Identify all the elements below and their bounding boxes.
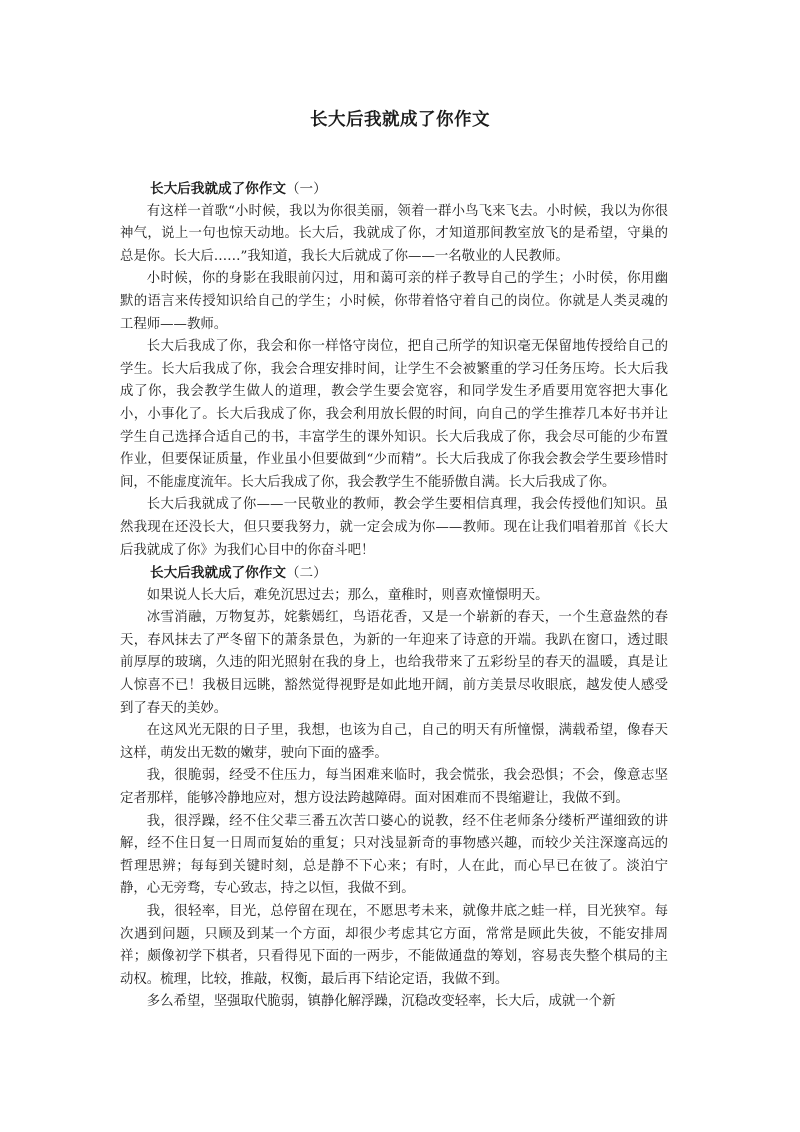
document-title: 长大后我就成了你作文 <box>310 110 490 130</box>
paragraph: 我，很轻率，目光，总停留在现在，不愿思考未来，就像井底之蛙一样，目光狭窄。每次遇到问题，只顾及到某一个方面，却很少考虑其它方面，常常是顾此失彼，不能安排周祥；颇像初学下棋者，只看得见下面的一两步，不能做通盘的筹划，容易丧失整个棋局的主动权。梳理，比较，推敲，权衡，最后再下结论定语，我做不到。 <box>120 904 668 987</box>
paragraph: 我，很脆弱，经受不住压力，每当困难来临时，我会慌张，我会恐惧；不会，像意志坚定者那样，能够冷静地应对，想方设法跨越障碍。面对困难而不畏缩避让，我做不到。 <box>120 768 668 807</box>
paragraph: 有这样一首歌“小时候，我以为你很美丽，领着一群小鸟飞来飞去。小时候，我以为你很神气，说上一句也惊天动地。长大后，我就成了你，才知道那间教室放飞的是希望，守巢的总是你。长大后……”我知道，我长大后就成了你——一名敬业的人民教师。 <box>120 203 668 264</box>
section-heading <box>120 178 668 201</box>
paragraph: 多么希望，坚强取代脆弱，镇静化解浮躁，沉稳改变轻率，长大后，成就一个新 <box>146 994 616 1010</box>
document-body <box>120 178 668 1014</box>
section-sequence: （一） <box>285 181 327 197</box>
section-1 <box>120 178 668 562</box>
section-heading-text: 长大后我就成了你作文 <box>150 181 286 197</box>
paragraph: 冰雪消融，万物复苏，姹紫嫣红，鸟语花香，又是一个崭新的春天，一个生意盎然的春天，春风抹去了严冬留下的萧条景色，为新的一年迎来了诗意的开端。我趴在窗口，透过眼前厚厚的玻璃，久违的阳光照射在我的身上，也给我带来了五彩纷呈的春天的温暖，真是让人惊喜不已！我极目远眺，豁然觉得视野是如此地开阔，前方美景尽收眼底，越发使人感受到了春天的美妙。 <box>120 610 668 716</box>
paragraph: 长大后我成了你，我会和你一样恪守岗位，把自己所学的知识毫无保留地传授给自己的学生。长大后我成了你，我会合理安排时间，让学生不会被繁重的学习任务压垮。长大后我成了你，我会教学生做人的道理，教会学生要会宽容，和同学发生矛盾要用宽容把大事化小，小事化了。长大后我成了你，我会利用放长假的时间，向自己的学生推荐几本好书并让学生自己选择合适自己的书，丰富学生的课外知识。长大后我成了你，我会尽可能的少布置作业，但要保证质量，作业虽小但要做到“少而精”。长大后我成了你我会教会学生要珍惜时间，不能虚度流年。长大后我成了你，我会教学生不能骄傲自满。长大后我成了你。 <box>120 339 668 490</box>
paragraph: 如果说人长大后，难免沉思过去；那么，童稚时，则喜欢憧憬明天。 <box>146 587 549 603</box>
section-heading <box>120 562 668 585</box>
paragraph: 小时候，你的身影在我眼前闪过，用和蔼可亲的样子教导自己的学生；小时侯，你用幽默的语言来传授知识给自己的学生；小时候，你带着恪守着自己的岗位。你就是人类灵魂的工程师——教师。 <box>120 271 668 332</box>
paragraph: 我，很浮躁，经不住父辈三番五次苦口婆心的说教，经不住老师条分缕析严谨细致的讲解，经不住日复一日周而复始的重复；只对浅显新奇的事物感兴趣，而较少关注深邃高远的哲理思辨；每每到关键时刻，总是静不下心来；有时，人在此，而心早已在彼了。淡泊宁静，心无旁骛，专心致志，持之以恒，我做不到。 <box>120 813 668 897</box>
paragraph: 长大后我就成了你——一民敬业的教师，教会学生要相信真理，我会传授他们知识。虽然我现在还没长大，但只要我努力，就一定会成为你——教师。现在让我们唱着那首《长大后我就成了你》为我们心目中的你奋斗吧！ <box>120 497 668 558</box>
section-heading-text: 长大后我就成了你作文 <box>150 565 286 582</box>
section-2 <box>120 562 668 1014</box>
section-sequence: （二） <box>285 565 327 582</box>
paragraph: 在这风光无限的日子里，我想，也该为自己，自己的明天有所憧憬，满载希望，像春天这样，萌发出无数的嫩芽，驶向下面的盛季。 <box>120 723 668 761</box>
